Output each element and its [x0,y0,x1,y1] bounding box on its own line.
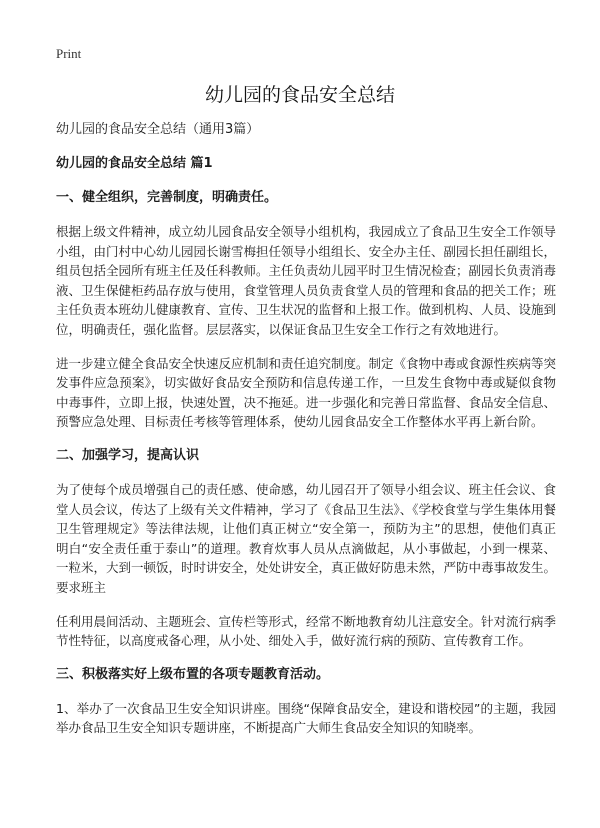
document-body [56,120,556,752]
paragraph: 进一步建立健全食品安全快速反应机制和责任追究制度。制定《食物中毒或食源性疾病等突发事件应急预案》，切实做好食品安全预防和信息传递工作，一旦发生食物中毒或疑似食物中毒事件，立即上报，快速处置，决不拖延。进一步强化和完善日常监督、食品安全信息、预警应急处理、目标责任考核等管理体系，使幼儿园食品安全工作整体水平再上新台阶。 [56,355,557,430]
section-heading-3: 三、积极落实好上级布置的各项专题教育活动。 [56,666,330,682]
paragraph: 根据上级文件精神，成立幼儿园食品安全领导小组机构，我园成立了食品卫生安全工作领导小组，由门村中心幼儿园园长谢雪梅担任领导小组组长、安全办主任、副园长担任副组长，组员包括全园所有班主任及任科教师。主任负责幼儿园平时卫生情况检查；副园长负责消毒液、卫生保健柜药品存放与使用，食堂管理人员负责食堂人员的管理和食品的把关工作；班主任负责本班幼儿健康教育、宣传、卫生状况的监督和上报工作。做到机构、人员、设施到位，明确责任，强化监督。层层落实，以保证食品卫生安全工作行之有效地进行。 [56,224,557,337]
page-title: 幼儿园的食品安全总结 [204,84,395,106]
paragraph: 任利用晨间活动、主题班会、宣传栏等形式，经常不断地教育幼儿注意安全。针对流行病季节性特征，以高度戒备心理，从小处、细处入手，做好流行病的预防、宣传教育工作。 [56,613,557,649]
section-heading-2: 二、加强学习，提高认识 [56,447,200,463]
article-heading: 幼儿园的食品安全总结 篇1 [56,156,213,171]
paragraph: 1、举办了一次食品卫生安全知识讲座。围绕“保障食品安全，建设和谐校园”的主题，我园举办食品卫生安全知识专题讲座，不断提高广大师生食品安全知识的知晓率。 [56,700,556,736]
print-link[interactable]: Print [56,46,82,61]
document-subtitle: 幼儿园的食品安全总结（通用3篇） [56,122,260,137]
section-heading-1: 一、健全组织，完善制度，明确责任。 [56,190,278,205]
paragraph: 为了使每个成员增强自己的责任感、使命感，幼儿园召开了领导小组会议、班主任会议、食堂人员会议，传达了上级有关文件精神，学习了《食品卫生法》、《学校食堂与学生集体用餐卫生管理规定》等法律法规，让他们真正树立“安全第一，预防为主”的思想，使他们真正明白“安全责任重于泰山”的道理。教育炊事人员从点滴做起，从小事做起，小到一棵菜、一粒米，大到一顿饭，时时讲安全，处处讲安全，真正做好防患未然，严防中毒事故发生。要求班主 [56,481,557,595]
